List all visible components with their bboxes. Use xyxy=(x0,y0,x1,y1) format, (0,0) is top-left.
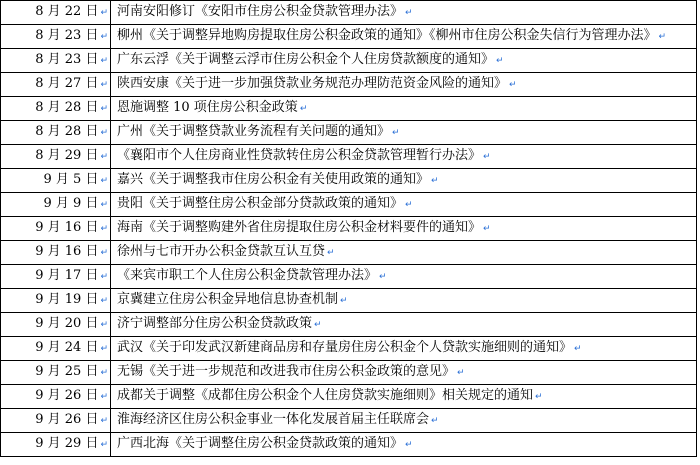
table-row xyxy=(1,97,697,121)
paragraph-mark-icon: ↵ xyxy=(100,344,108,354)
date-text: 8 月 29 日 xyxy=(35,148,99,163)
policy-text: 京冀建立住房公积金异地信息协查机制 xyxy=(117,292,339,307)
paragraph-mark-icon: ↵ xyxy=(379,272,387,282)
paragraph-mark-icon: ↵ xyxy=(658,32,667,42)
paragraph-mark-icon: ↵ xyxy=(100,104,108,114)
date-cell xyxy=(1,97,111,121)
paragraph-mark-icon: ↵ xyxy=(100,440,108,450)
policy-text: 无锡《关于进一步规范和改进我市住房公积金政策的意见》 xyxy=(117,364,456,379)
date-text: 9 月 26 日 xyxy=(35,412,99,427)
content-cell xyxy=(111,145,697,169)
date-text: 9 月 20 日 xyxy=(35,316,99,331)
table-row xyxy=(1,145,697,169)
date-cell xyxy=(1,25,111,49)
paragraph-mark-icon: ↵ xyxy=(100,248,108,258)
paragraph-mark-icon: ↵ xyxy=(314,320,322,330)
paragraph-mark-icon: ↵ xyxy=(100,8,108,18)
date-cell xyxy=(1,73,111,97)
date-text: 8 月 22 日 xyxy=(35,4,99,19)
paragraph-mark-icon: ↵ xyxy=(405,200,413,210)
table-row xyxy=(1,1,697,25)
date-text: 8 月 28 日 xyxy=(35,124,99,139)
table-row xyxy=(1,433,697,457)
date-cell xyxy=(1,265,111,289)
date-cell xyxy=(1,289,111,313)
paragraph-mark-icon: ↵ xyxy=(100,200,108,210)
policy-text: 恩施调整 10 项住房公积金政策 xyxy=(117,100,298,115)
table-row xyxy=(1,409,697,433)
paragraph-mark-icon: ↵ xyxy=(340,296,348,306)
date-text: 9 月 5 日 xyxy=(43,172,99,187)
paragraph-mark-icon: ↵ xyxy=(535,392,543,402)
paragraph-mark-icon: ↵ xyxy=(100,80,108,90)
content-cell xyxy=(111,73,697,97)
table-row xyxy=(1,193,697,217)
policy-text: 陕西安康《关于进一步加强贷款业务规范办理防范资金风险的通知》 xyxy=(117,76,508,91)
date-text: 8 月 28 日 xyxy=(35,100,99,115)
date-text: 9 月 29 日 xyxy=(35,436,99,451)
content-cell xyxy=(111,25,697,49)
date-text: 9 月 25 日 xyxy=(35,364,99,379)
date-text: 9 月 26 日 xyxy=(35,388,99,403)
paragraph-mark-icon: ↵ xyxy=(100,320,108,330)
date-cell xyxy=(1,433,111,457)
date-cell xyxy=(1,385,111,409)
policy-text: 河南安阳修订《安阳市住房公积金贷款管理办法》 xyxy=(117,4,404,19)
content-cell xyxy=(111,337,697,361)
content-cell xyxy=(111,97,697,121)
table-row xyxy=(1,73,697,97)
date-text: 9 月 17 日 xyxy=(35,268,99,283)
policy-text: 嘉兴《关于调整我市住房公积金有关使用政策的通知》 xyxy=(117,172,430,187)
paragraph-mark-icon: ↵ xyxy=(405,440,413,450)
paragraph-mark-icon: ↵ xyxy=(100,32,108,42)
content-cell xyxy=(111,241,697,265)
date-cell xyxy=(1,169,111,193)
content-cell xyxy=(111,313,697,337)
date-cell xyxy=(1,49,111,73)
policy-text: 柳州《关于调整异地购房提取住房公积金政策的通知》《柳州市住房公积金失信行为管理办法》 xyxy=(117,28,657,43)
content-cell xyxy=(111,1,697,25)
date-cell xyxy=(1,241,111,265)
policy-text: 《襄阳市个人住房商业性贷款转住房公积金贷款管理暂行办法》 xyxy=(117,148,482,163)
table-row xyxy=(1,241,697,265)
date-cell xyxy=(1,121,111,145)
policy-text: 贵阳《关于调整住房公积金部分贷款政策的通知》 xyxy=(117,196,404,211)
paragraph-mark-icon: ↵ xyxy=(100,56,108,66)
policy-text: 淮海经济区住房公积金事业一体化发展首届主任联席会 xyxy=(117,412,430,427)
table-row xyxy=(1,121,697,145)
paragraph-mark-icon: ↵ xyxy=(100,128,108,138)
policy-text: 广东云浮《关于调整云浮市住房公积金个人住房贷款额度的通知》 xyxy=(117,52,495,67)
date-text: 9 月 19 日 xyxy=(35,292,99,307)
policy-text: 徐州与七市开办公积金贷款互认互贷 xyxy=(117,244,326,259)
paragraph-mark-icon: ↵ xyxy=(574,344,582,354)
paragraph-mark-icon: ↵ xyxy=(100,152,108,162)
paragraph-mark-icon: ↵ xyxy=(496,56,504,66)
date-cell xyxy=(1,313,111,337)
content-cell xyxy=(111,49,697,73)
paragraph-mark-icon: ↵ xyxy=(327,248,335,258)
paragraph-mark-icon: ↵ xyxy=(100,224,108,234)
paragraph-mark-icon: ↵ xyxy=(392,128,400,138)
date-text: 8 月 23 日 xyxy=(35,52,99,67)
table-row xyxy=(1,169,697,193)
paragraph-mark-icon: ↵ xyxy=(431,416,439,426)
paragraph-mark-icon: ↵ xyxy=(100,176,108,186)
content-cell xyxy=(111,409,697,433)
table-row xyxy=(1,337,697,361)
paragraph-mark-icon: ↵ xyxy=(483,224,491,234)
content-cell xyxy=(111,385,697,409)
policy-text: 广州《关于调整贷款业务流程有关问题的通知》 xyxy=(117,124,391,139)
date-cell xyxy=(1,1,111,25)
date-cell xyxy=(1,145,111,169)
content-cell xyxy=(111,289,697,313)
content-cell xyxy=(111,361,697,385)
date-text: 9 月 16 日 xyxy=(35,220,99,235)
policy-text: 成都关于调整《成都住房公积金个人住房贷款实施细则》相关规定的通知 xyxy=(117,388,534,403)
date-cell xyxy=(1,193,111,217)
content-cell xyxy=(111,121,697,145)
date-cell xyxy=(1,409,111,433)
date-cell xyxy=(1,361,111,385)
table-row xyxy=(1,25,697,49)
paragraph-mark-icon: ↵ xyxy=(100,272,108,282)
date-cell xyxy=(1,337,111,361)
table-row xyxy=(1,265,697,289)
policy-text: 海南《关于调整购建外省住房提取住房公积金材料要件的通知》 xyxy=(117,220,482,235)
date-cell xyxy=(1,217,111,241)
paragraph-mark-icon: ↵ xyxy=(483,152,491,162)
policy-text: 广西北海《关于调整住房公积金贷款政策的通知》 xyxy=(117,436,404,451)
paragraph-mark-icon: ↵ xyxy=(405,8,413,18)
date-text: 9 月 24 日 xyxy=(35,340,99,355)
paragraph-mark-icon: ↵ xyxy=(509,80,517,90)
date-text: 8 月 27 日 xyxy=(35,76,99,91)
paragraph-mark-icon: ↵ xyxy=(457,368,465,378)
policy-text: 《来宾市职工个人住房公积金贷款管理办法》 xyxy=(117,268,378,283)
table-row xyxy=(1,217,697,241)
paragraph-mark-icon: ↵ xyxy=(100,392,108,402)
paragraph-mark-icon: ↵ xyxy=(299,104,308,114)
paragraph-mark-icon: ↵ xyxy=(100,368,108,378)
table-row xyxy=(1,49,697,73)
content-cell xyxy=(111,265,697,289)
policy-text: 济宁调整部分住房公积金贷款政策 xyxy=(117,316,313,331)
table-row xyxy=(1,289,697,313)
date-text: 9 月 9 日 xyxy=(43,196,99,211)
content-cell xyxy=(111,217,697,241)
paragraph-mark-icon: ↵ xyxy=(100,416,108,426)
content-cell xyxy=(111,433,697,457)
date-text: 8 月 23 日 xyxy=(35,28,99,43)
table-row xyxy=(1,385,697,409)
policy-text: 武汉《关于印发武汉新建商品房和存量房住房公积金个人贷款实施细则的通知》 xyxy=(117,340,573,355)
table-row xyxy=(1,313,697,337)
date-text: 9 月 16 日 xyxy=(35,244,99,259)
content-cell xyxy=(111,169,697,193)
paragraph-mark-icon: ↵ xyxy=(431,176,439,186)
table-row xyxy=(1,361,697,385)
content-cell xyxy=(111,193,697,217)
paragraph-mark-icon: ↵ xyxy=(100,296,108,306)
